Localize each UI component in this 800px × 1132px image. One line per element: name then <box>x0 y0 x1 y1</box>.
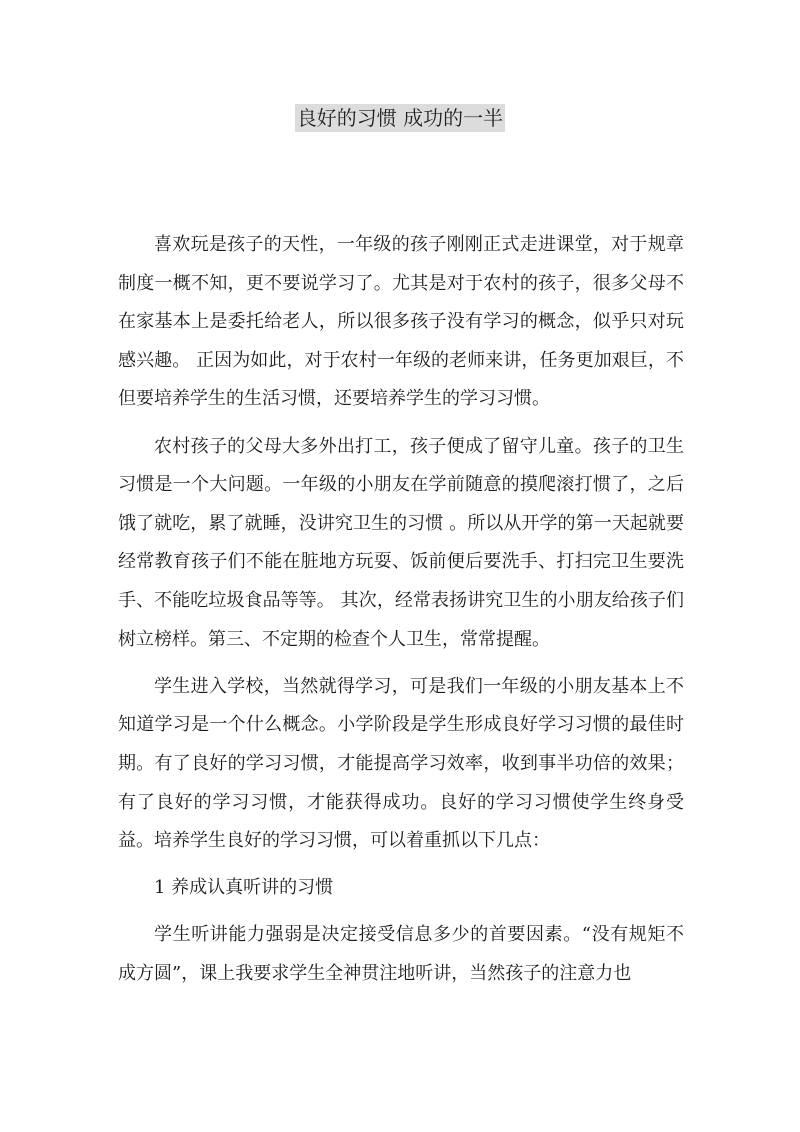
paragraph-listening: 学生听讲能力强弱是决定接受信息多少的首要因素。“没有规矩不成方圆”，课上我要求学生全神贯注地听讲，当然孩子的注意力也 <box>118 924 684 985</box>
section-heading-listening: 1 养成认真听讲的习惯 <box>154 877 334 899</box>
paragraph-hygiene: 农村孩子的父母大多外出打工，孩子便成了留守儿童。孩子的卫生习惯是一个大问题。一年级的小朋友在学前随意的摸爬滚打惯了，之后饿了就吃，累了就睡，没讲究卫生的习惯 。所以从开学的第一天起就要经常教育孩子们不能在脏地方玩耍、饭前便后要洗手、打扫完卫生要洗手、不能吃垃圾食品等等。 其次，经常表扬讲究卫生的小朋友给孩子们树立榜样。第三、不定期的检查个人卫生，常常提醒。 <box>118 435 684 650</box>
document-title <box>0 102 800 134</box>
paragraph-study-habits: 学生进入学校，当然就得学习，可是我们一年级的小朋友基本上不知道学习是一个什么概念。小学阶段是学生形成良好学习习惯的最佳时期。有了良好的学习习惯，才能提高学习效率，收到事半功倍的效果；有了良好的学习习惯，才能获得成功。良好的学习习惯使学生终身受益。培养学生良好的学习习惯，可以着重抓以下几点： <box>118 675 684 852</box>
paragraph-intro: 喜欢玩是孩子的天性，一年级的孩子刚刚正式走进课堂，对于规章制度一概不知，更不要说学习了。尤其是对于农村的孩子，很多父母不在家基本上是委托给老人，所以很多孩子没有学习的概念，似乎只对玩感兴趣。 正因为如此，对于农村一年级的老师来讲，任务更加艰巨，不但要培养学生的生活习惯，还要培养学生的学习习惯。 <box>118 234 684 410</box>
document-body <box>118 226 684 1002</box>
document-title-text: 良好的习惯 成功的一半 <box>296 106 504 130</box>
